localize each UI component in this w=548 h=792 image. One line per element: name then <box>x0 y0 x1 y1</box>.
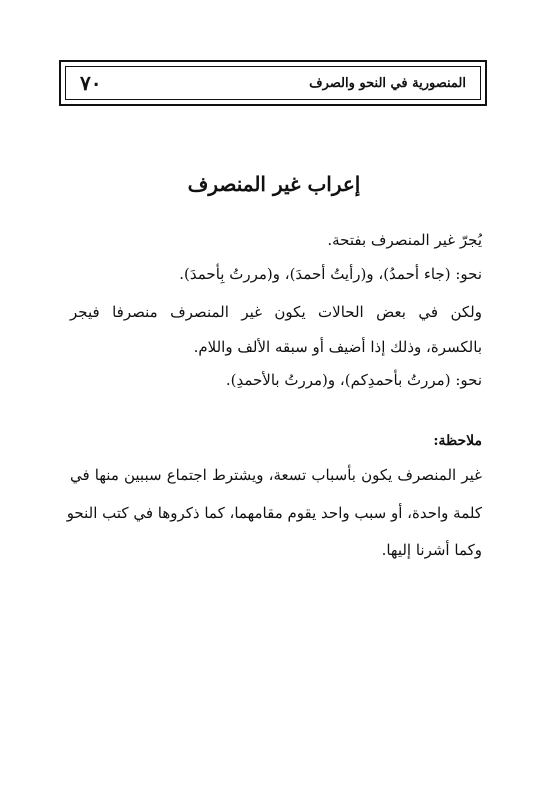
note-line-1: غير المنصرف يكون بأسباب تسعة، ويشترط اجتماع سببين منها في <box>70 466 482 484</box>
note-line-2: كلمة واحدة، أو سبب واحد يقوم مقامهما، كما ذكروها في كتب النحو <box>66 504 482 522</box>
running-title: المنصورية في النحو والصرف <box>309 75 466 91</box>
page-header-inner <box>65 66 481 100</box>
body-line-3: ولكن في بعض الحالات يكون غير المنصرف منصرفا فيجر <box>70 303 482 321</box>
body-line-4: بالكسرة، وذلك إذا أضيف أو سبقه الألف واللام. <box>193 338 482 356</box>
body-line-2: نحو: (جاء أحمدُ)، و(رأيتُ أحمدَ)، و(مررتُ بِأحمدَ). <box>179 265 482 283</box>
note-line-3: وكما أشرنا إليها. <box>381 541 482 559</box>
page-header <box>59 60 487 106</box>
body-line-1: يُجرّ غير المنصرف بفتحة. <box>327 231 482 249</box>
body-line-5: نحو: (مررتُ بأحمدِكم)، و(مررتُ بالأحمدِ). <box>225 371 482 389</box>
page-number: ٧٠ <box>80 71 102 95</box>
note-label: ملاحظة: <box>433 433 482 449</box>
section-title: إعراب غير المنصرف <box>187 172 361 196</box>
